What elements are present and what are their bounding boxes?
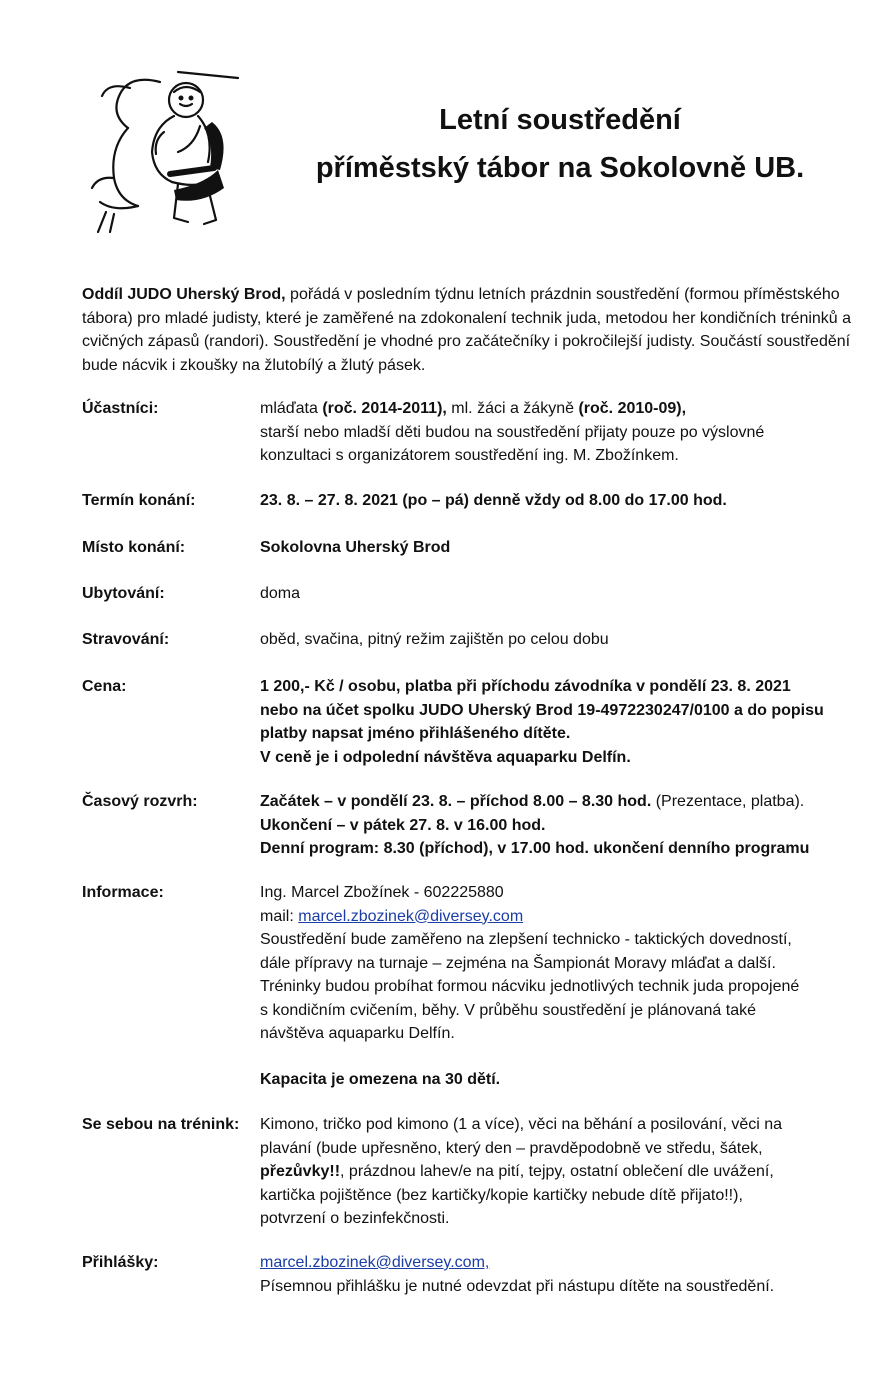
accommodation-label: Ubytování: [82,585,165,602]
bring-line-5: potvrzení o bezinfekčnosti. [260,1210,450,1227]
price-line-3: platby napsat jméno přihlášeného dítěte. [260,725,571,742]
participants-years-1: (roč. 2014-2011), [322,400,447,417]
info-value [260,881,872,1046]
info-line-5: Tréninky budou probíhat formou nácviku jednotlivých technik juda propojené [260,978,800,995]
schedule-end: Ukončení – v pátek 27. 8. v 16.00 hod. [260,816,546,834]
meals-value: oběd, svačina, pitný režim zajištěn po celou dobu [260,631,609,648]
registration-email-link[interactable]: marcel.zbozinek@diversey.com, [260,1254,490,1271]
schedule-start-note: (Prezentace, platba). [651,793,805,810]
organization-name: Oddíl JUDO Uherský Brod, [82,286,286,303]
info-contact: Ing. Marcel Zbožínek - 602225880 [260,884,504,901]
intro-paragraph [82,283,862,377]
participants-line-3: konzultaci s organizátorem soustředění ing. M. Zbožínkem. [260,447,679,464]
place-label: Místo konání: [82,539,186,556]
info-line-7: návštěva aquaparku Delfín. [260,1025,455,1042]
participants-years-2: (roč. 2010-09), [578,400,687,417]
bring-line-2: plavání (bude upřesněno, který den – pravděpodobně ve středu, šátek, [260,1139,763,1157]
schedule-value [260,790,872,861]
bring-slippers: přezůvky!! [260,1163,341,1180]
price-line-1: 1 200,- Kč / osobu, platba při příchodu závodníka v pondělí 23. 8. 2021 [260,678,791,695]
bring-line-3: , prázdnou lahev/e na pití, tejpy, ostatní oblečení dle uvážení, [340,1163,774,1180]
info-email-link[interactable]: marcel.zbozinek@diversey.com [298,907,524,925]
capacity-note: Kapacita je omezena na 30 dětí. [260,1071,501,1088]
bring-label: Se sebou na trénink: [82,1116,240,1133]
info-label: Informace: [82,884,164,901]
term-label: Termín konání: [82,492,196,509]
participants-label: Účastníci: [82,400,159,417]
participants-value [260,397,872,468]
schedule-daily: Denní program: 8.30 (příchod), v 17.00 hod. ukončení denního programu [260,840,810,857]
schedule-start: Začátek – v pondělí 23. 8. – příchod 8.00 – 8.30 hod. [260,793,652,810]
registration-note: Písemnou přihlášku je nutné odevzdat při nástupu dítěte na soustředění. [260,1277,775,1295]
intro-text: pořádá v posledním týdnu letních prázdnin soustředění (formou příměstského tábora) pro mladé judisty, které je zaměřené na zdokonalení technik juda, metodou her kondičních tréninků a cvičných zápasů (randori). Soustředění je vhodné pro začátečníky i pokročilejší judisty. Součástí soustředění bude nácvik i zkoušky na žlutobílý a žlutý pásek. [82,286,852,374]
participants-text-1: mláďata [260,400,323,417]
info-line-3: Soustředění bude zaměřeno na zlepšení technicko - taktických dovedností, [260,931,792,948]
info-mail-prefix: mail: [260,907,299,925]
page-title: Letní soustředění [439,104,681,136]
bring-value [260,1113,872,1231]
info-line-6: s kondičním cvičením, běhy. V průběhu soustředění je plánovaná také [260,1001,756,1019]
bring-line-4: kartička pojištěnce (bez kartičky/kopie kartičky nebude dítě přijato!!), [260,1186,743,1204]
place-value: Sokolovna Uherský Brod [260,539,451,556]
price-value [260,675,872,769]
schedule-label: Časový rozvrh: [82,793,198,810]
price-line-4: V ceně je i odpolední návštěva aquaparku Delfín. [260,748,631,766]
page-subtitle: příměstský tábor na Sokolovně UB. [315,152,805,184]
price-line-2: nebo na účet spolku JUDO Uherský Brod 19-4972230247/0100 a do popisu [260,701,824,719]
info-line-4: dále přípravy na turnaje – zejména na Šampionát Moravy mláďat a další. [260,954,776,972]
registration-value [260,1251,872,1298]
participants-line-2: starší nebo mladší děti budou na soustředění přijaty pouze po výslovné [260,423,765,441]
judo-throw-icon [78,62,243,242]
term-value: 23. 8. – 27. 8. 2021 (po – pá) denně vždy od 8.00 do 17.00 hod. [260,492,727,509]
meals-label: Stravování: [82,631,170,648]
price-label: Cena: [82,678,127,695]
registration-label: Přihlášky: [82,1254,159,1271]
accommodation-value: doma [260,585,301,602]
bring-line-1: Kimono, tričko pod kimono (1 a více), věci na běhání a posilování, věci na [260,1116,783,1133]
participants-text-2: ml. žáci a žákyně [446,400,579,417]
